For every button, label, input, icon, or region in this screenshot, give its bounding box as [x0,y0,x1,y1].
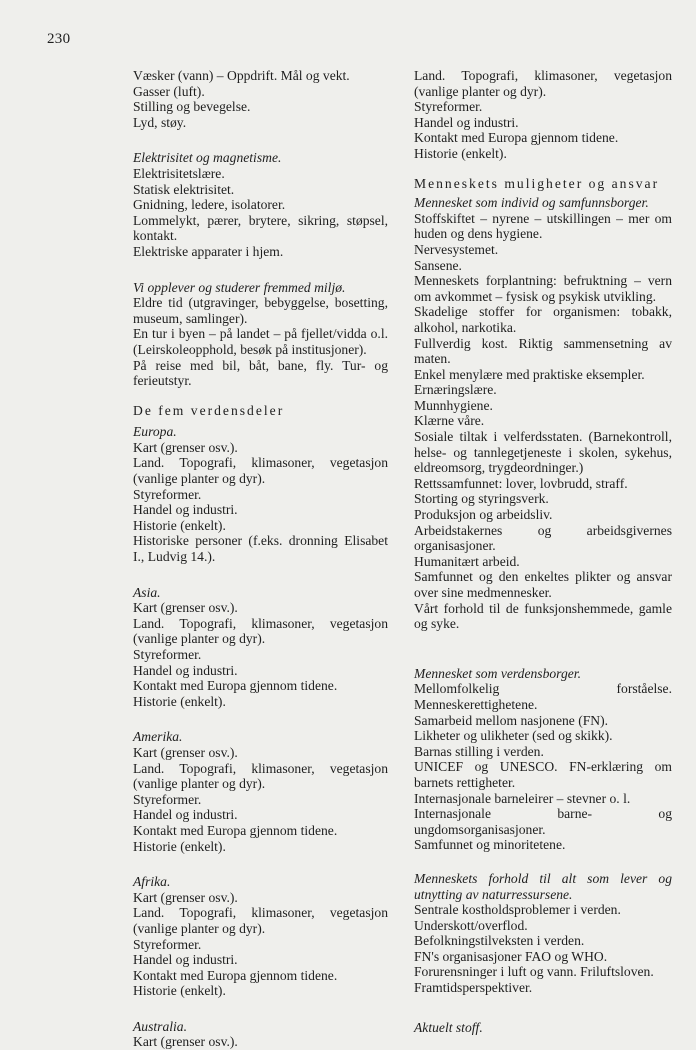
list-item: Internasjonale barneleirer – stevner o. l. [414,790,631,806]
list-item: Eldre tid (utgravinger, bebyggelse, bosetting, museum, samlinger). [133,295,388,326]
list-item: Gasser (luft). [133,83,205,99]
list-item: Klærne våre. [414,413,485,429]
list-item: Kart (grenser osv.). [133,439,238,455]
list-item: Samfunnet og den enkeltes plikter og ansvar over sine medmennesker. [414,569,672,600]
list-item: Elektrisitetslære. [133,165,225,181]
verdensborger-section [414,666,672,853]
list-item: UNICEF og UNESCO. FN-erklæring om barnets rettigheter. [414,759,672,790]
section-title: Mennesket som individ og samfunnsborger. [414,195,649,211]
list-item: Mellomfolkelig forståelse. Menneskerettighetene. [414,681,672,712]
list-item: Historiske personer (f.eks. dronning Elisabet I., Ludvig 14.). [133,533,388,565]
list-item: Land. Topografi, klimasoner, vegetasjon (vanlige planter og dyr). [133,615,388,647]
section-heading: Menneskets muligheter og ansvar [414,175,660,191]
list-item: Vårt forhold til de funksjonshemmede, gamle og syke. [414,600,672,632]
list-item: Rettssamfunnet: lover, lovbrudd, straff. [414,475,628,491]
list-item: Ernæringslære. [414,382,497,398]
list-item: En tur i byen – på landet – på fjellet/vidda o.l. (Leirskoleopphold, besøk på institusjoner). [133,326,388,357]
list-item: Elektriske apparater i hjem. [133,243,284,259]
asia-section [133,585,388,710]
list-item: Storting og styringsverk. [414,491,549,507]
list-item: Kart (grenser osv.). [133,889,238,905]
list-item: Stilling og bevegelse. [133,99,251,115]
section-title: Aktuelt stoff. [414,1019,483,1035]
list-item: Styreformer. [414,99,483,115]
list-item: Munnhygiene. [414,397,493,413]
individ-section [414,195,672,632]
list-item: Samfunnet og minoritetene. [414,837,566,853]
list-item: Fullverdig kost. Riktig sammensetning av maten. [414,335,672,367]
list-item: Menneskets forplantning: befruktning – vern om avkommet – fysisk og psykisk utvikling. [414,273,672,304]
list-item: Sosiale tiltak i velferdsstaten. (Barnekontroll, helse- og tannlegetjeneste i skolen, sykehus, eldreomsorg, trygdeordninger.) [414,429,672,476]
list-item: Kontakt med Europa gjennom tidene. [414,130,619,146]
list-item: Kontakt med Europa gjennom tidene. [133,967,338,983]
list-item: Framtidsperspektiver. [414,980,533,996]
physics-list [133,68,388,130]
list-item: Styreformer. [133,486,202,502]
list-item: Underskott/overflod. [414,917,528,933]
list-item: Kontakt med Europa gjennom tidene. [133,678,338,694]
list-item: Handel og industri. [133,662,238,678]
list-item: Styreformer. [133,791,202,807]
list-item: Kart (grenser osv.). [133,1034,238,1050]
environment-section [133,280,388,389]
list-item: Samarbeid mellom nasjonene (FN). [414,712,609,728]
list-item: Befolkningstilveksten i verden. [414,933,585,949]
list-item: Land. Topografi, klimasoner, vegetasjon (vanlige planter og dyr). [133,905,388,936]
section-title: Afrika. [133,874,171,890]
list-item: Styreformer. [133,647,202,662]
list-item: Historie (enkelt). [133,838,226,854]
list-item: Statisk elektrisitet. [133,181,235,197]
list-item: Nervesystemet. [414,241,499,257]
list-item: På reise med bil, båt, bane, fly. Tur- og ferieutstyr. [133,357,388,389]
section-title: Australia. [133,1018,188,1034]
afrika-section [133,874,388,999]
list-item: Enkel menylære med praktiske eksempler. [414,366,645,382]
page-number: 230 [47,31,71,47]
list-item: Handel og industri. [133,952,238,968]
list-item: FN's organisasjoner FAO og WHO. [414,948,608,964]
list-item: Likheter og ulikheter (sed og skikk). [414,728,613,744]
section-title: Elektrisitet og magnetisme. [133,150,282,166]
section-heading: De fem verdensdeler [133,402,285,418]
list-item: Handel og industri. [133,807,238,823]
section-title: Amerika. [133,729,183,745]
list-item: Sansene. [414,257,462,273]
list-item: Historie (enkelt). [133,983,226,999]
list-item: Land. Topografi, klimasoner, vegetasjon (vanlige planter og dyr). [414,68,672,99]
section-title: Mennesket som verdensborger. [414,665,581,681]
list-item: Humanitært arbeid. [414,553,520,569]
list-item: Produksjon og arbeidsliv. [414,507,553,523]
section-title: Menneskets forhold til alt som lever og utnytting av naturressursene. [414,870,672,902]
list-item: Kontakt med Europa gjennom tidene. [133,822,338,838]
list-item: Forurensninger i luft og vann. Friluftsloven. [414,964,654,980]
section-title: Vi opplever og studerer fremmed miljø. [133,279,346,295]
left-column [133,68,388,1050]
list-item: Væsker (vann) – Oppdrift. Mål og vekt. [133,68,350,83]
list-item: Historie (enkelt). [414,145,507,161]
list-item: Gnidning, ledere, isolatorer. [133,197,286,213]
electricity-section [133,150,388,259]
list-item: Kart (grenser osv.). [133,600,238,616]
list-item: Lommelykt, pærer, brytere, sikring, støpsel, kontakt. [133,212,388,244]
list-item: Lyd, støy. [133,114,187,130]
list-item: Land. Topografi, klimasoner, vegetasjon (vanlige planter og dyr). [133,760,388,792]
list-item: Historie (enkelt). [133,693,226,709]
list-item: Land. Topografi, klimasoner, vegetasjon (vanlige planter og dyr). [133,455,388,487]
forhold-section [414,871,672,996]
list-item: Historie (enkelt). [133,517,226,533]
australia-section [133,1019,388,1050]
list-item: Styreformer. [133,936,202,952]
continent-continued [414,68,672,162]
list-item: Handel og industri. [133,502,238,518]
section-title: Asia. [133,584,161,600]
amerika-section [133,729,388,854]
right-column [414,68,672,1035]
list-item: Internasjonale barne- og ungdomsorganisasjoner. [414,806,672,837]
list-item: Stoffskiftet – nyrene – utskillingen – mer om huden og dens hygiene. [414,210,672,242]
europa-section [133,424,388,564]
section-title: Europa. [133,424,177,440]
list-item: Arbeidstakernes og arbeidsgivernes organisasjoner. [414,522,672,554]
list-item: Barnas stilling i verden. [414,743,544,759]
list-item: Skadelige stoffer for organismen: tobakk, alkohol, narkotika. [414,304,672,335]
list-item: Handel og industri. [414,114,519,130]
list-item: Sentrale kostholdsproblemer i verden. [414,902,621,918]
list-item: Kart (grenser osv.). [133,744,238,760]
